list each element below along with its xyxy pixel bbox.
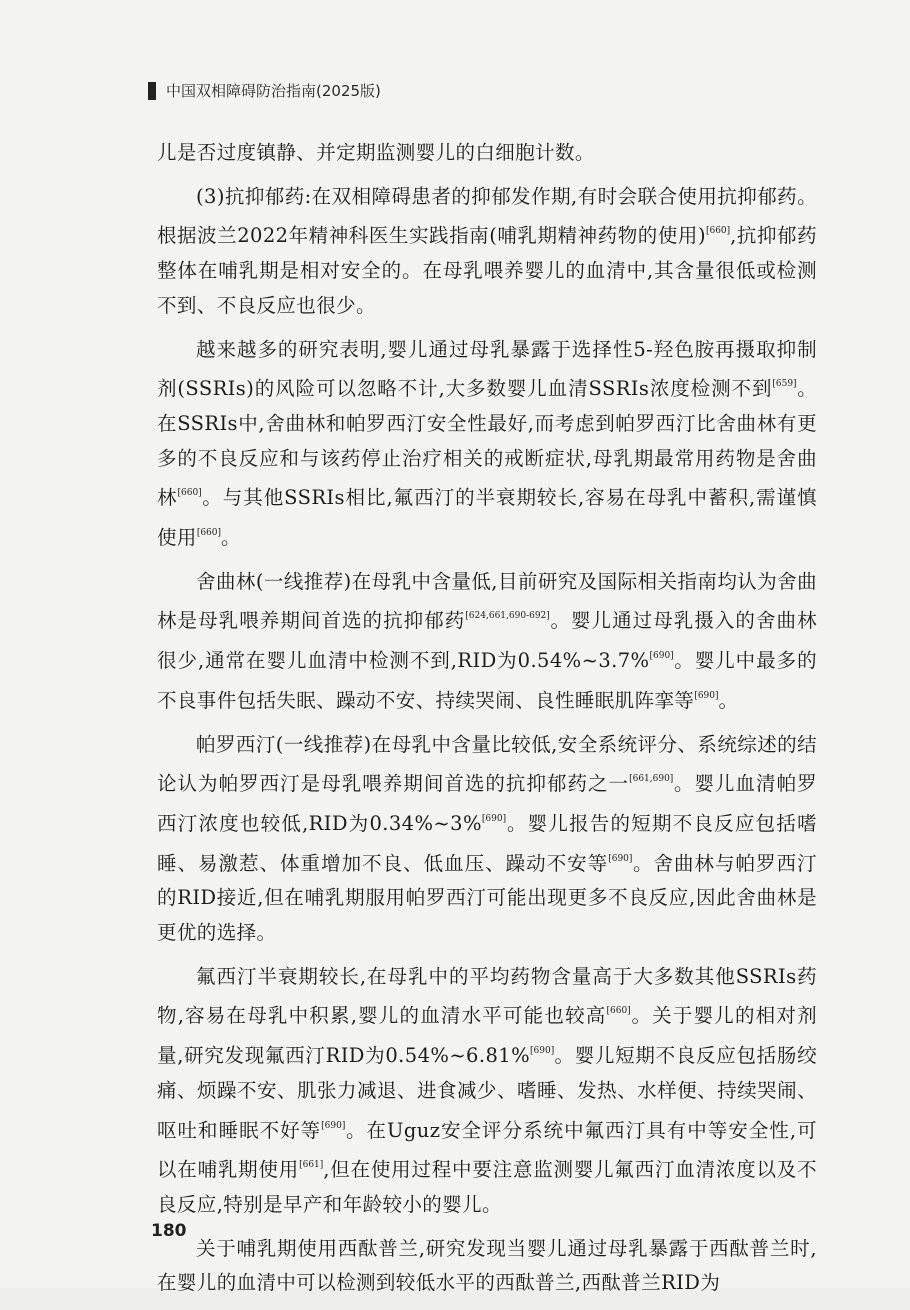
page-number: 180: [151, 1221, 187, 1241]
paragraph-text: 越来越多的研究表明,婴儿通过母乳暴露于选择性5-羟色胺再摄取抑制剂(SSRIs)的风险可以忽略不计,大多数婴儿血清SSRIs浓度检测不到: [157, 337, 817, 401]
citation-ref: [659]: [772, 379, 797, 390]
paragraph-text: 。婴儿短期不良反应包括肠绞痛、烦躁不安、肌张力减退、进食减少、嗜睡、发热、水样便、持续哭闹、呕吐和睡眠不好等: [157, 1044, 817, 1142]
citation-ref: [661]: [299, 1160, 324, 1171]
paragraph-text: 。与其他SSRIs相比,氟西汀的半衰期较长,容易在母乳中蓄积,需谨慎使用: [157, 486, 817, 550]
citation-ref: [660]: [196, 528, 222, 539]
paragraph-text: 。舍曲林与帕罗西汀的RID接近,但在哺乳期服用帕罗西汀可能出现更多不良反应,因此舍曲林是更优的选择。: [157, 851, 817, 945]
paragraph-text: 。婴儿中最多的不良事件包括失眠、躁动不安、持续哭闹、良性睡眠肌阵挛等: [157, 649, 817, 712]
paragraph: [157, 136, 817, 171]
paragraph: [157, 565, 817, 719]
running-header: [148, 80, 381, 101]
citation-ref: [690]: [481, 813, 507, 824]
paragraph-text: 帕罗西汀(一线推荐)在母乳中含量比较低,安全系统评分、系统综述的结论认为帕罗西汀是母乳喂养期间首选的抗抑郁药之一: [157, 732, 817, 796]
paragraph: [157, 333, 817, 556]
paragraph-text: 儿是否过度镇静、并定期监测婴儿的白细胞计数。: [157, 141, 595, 164]
paragraph-text: 。关于婴儿的相对剂量,研究发现氟西汀RID为0.54%~6.81%: [157, 1004, 817, 1068]
citation-ref: [660]: [705, 226, 731, 237]
citation-ref: [690]: [321, 1120, 346, 1131]
paragraph: [157, 1232, 817, 1301]
paragraph-text: 舍曲林(一线推荐)在母乳中含量低,目前研究及国际相关指南均认为舍曲林是母乳喂养期间首选的抗抑郁药: [157, 569, 817, 633]
paragraph: [157, 728, 817, 951]
paragraph: [157, 960, 817, 1223]
citation-ref: [690]: [608, 853, 633, 864]
paragraph-text: 。婴儿血清帕罗西汀浓度也较低,RID为0.34%~3%: [157, 772, 817, 835]
paragraph-text: 。: [221, 526, 241, 550]
header-marker-bar: [148, 82, 156, 100]
header-title: 中国双相障碍防治指南(2025版): [166, 82, 381, 100]
body-text: [157, 136, 817, 1310]
paragraph-text: ,抗抑郁药整体在哺乳期是相对安全的。在母乳喂养婴儿的血清中,其含量很低或检测不到、不良反应也很少。: [157, 224, 818, 317]
paragraph-text: 。: [718, 688, 739, 712]
paragraph-text: 。在Uguz安全评分系统中氟西汀具有中等安全性,可以在哺乳期使用: [157, 1118, 817, 1182]
paragraph-text: (3)抗抑郁药:在双相障碍患者的抑郁发作期,有时会联合使用抗抑郁药。根据波兰2022年精神科医生实践指南(哺乳期精神药物的使用): [157, 184, 817, 248]
paragraph-text: 氟西汀半衰期较长,在母乳中的平均药物含量高于大多数其他SSRIs药物,容易在母乳中积累,婴儿的血清水平可能也较高: [157, 964, 817, 1028]
citation-ref: [690]: [694, 690, 719, 701]
citation-ref: [624,661,690-692]: [465, 611, 550, 622]
paragraph-text: ,但在使用过程中要注意监测婴儿氟西汀血清浓度以及不良反应,特别是早产和年龄较小的婴儿。: [157, 1158, 817, 1216]
paragraph-text: 关于哺乳期使用西酞普兰,研究发现当婴儿通过母乳暴露于西酞普兰时,在婴儿的血清中可以检测到较低水平的西酞普兰,西酞普兰RID为: [157, 1236, 817, 1295]
paragraph: [157, 180, 817, 324]
paragraph-text: 。婴儿通过母乳摄入的舍曲林很少,通常在婴儿血清中检测不到,RID为0.54%~3.7%: [157, 609, 817, 673]
citation-ref: [690]: [649, 651, 674, 662]
citation-ref: [660]: [606, 1006, 631, 1017]
citation-ref: [660]: [177, 488, 202, 499]
citation-ref: [690]: [530, 1046, 555, 1057]
paragraph-text: 。在SSRIs中,舍曲林和帕罗西汀安全性最好,而考虑到帕罗西汀比舍曲林有更多的不良反应和与该药停止治疗相关的戒断症状,母乳期最常用药物是舍曲林: [157, 377, 817, 510]
paragraph-text: 。婴儿报告的短期不良反应包括嗜睡、易激惹、体重增加不良、低血压、躁动不安等: [157, 811, 817, 875]
citation-ref: [661,690]: [629, 774, 674, 785]
